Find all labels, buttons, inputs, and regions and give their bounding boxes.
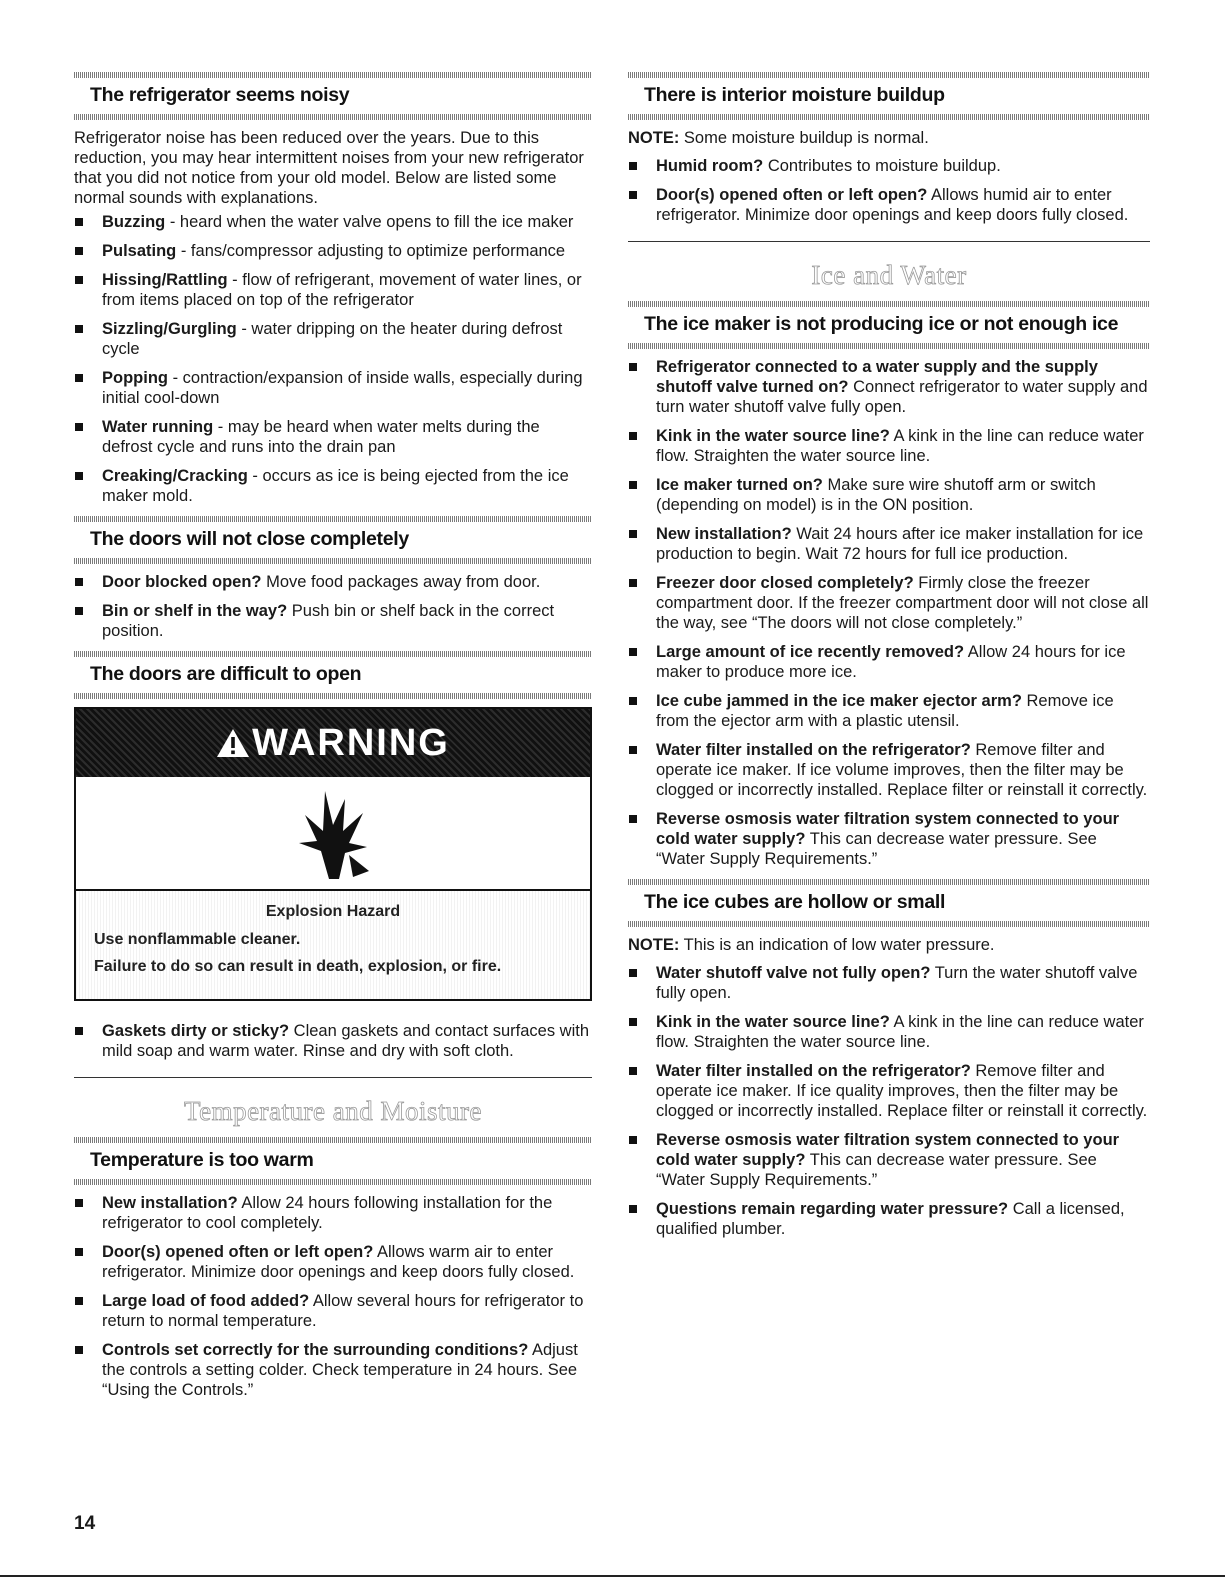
list-item: Creaking/Cracking - occurs as ice is being ejected from the ice maker mold. [74,466,592,506]
list-item: Door(s) opened often or left open? Allows humid air to enter refrigerator. Minimize door openings and keep doors fully closed. [628,185,1150,225]
section-header-moisture [628,72,1150,120]
section-header-ice-maker [628,301,1150,349]
section-title: The ice cubes are hollow or small [644,891,946,913]
list-item: Freezer door closed completely? Firmly close the freezer compartment door. If the freezer compartment door will not close all the way, see “The doors will not close completely.” [628,573,1150,633]
page-number: 14 [74,1513,96,1534]
list-item: Kink in the water source line? A kink in the line can reduce water flow. Straighten the water source line. [628,1012,1150,1052]
section-title: The ice maker is not producing ice or not enough ice [644,313,1119,335]
warning-box [74,707,592,1001]
section-title: There is interior moisture buildup [644,84,945,106]
list-item: Door(s) opened often or left open? Allows warm air to enter refrigerator. Minimize door openings and keep doors fully closed. [74,1242,592,1282]
ice-maker-list [628,357,1150,869]
section-title: Temperature is too warm [90,1149,314,1171]
doors-open-list [74,1021,592,1061]
warning-banner [76,709,590,777]
list-item: Controls set correctly for the surrounding conditions? Adjust the controls a setting colder. Check temperature in 24 hours. See “Using the Controls.” [74,1340,592,1400]
list-item: Pulsating - fans/compressor adjusting to optimize performance [74,241,592,261]
list-item: Gaskets dirty or sticky? Clean gaskets and contact surfaces with mild soap and warm water. Rinse and dry with soft cloth. [74,1021,592,1061]
section-title: The doors will not close completely [90,528,409,550]
warning-triangle-icon [216,728,250,758]
list-item: Refrigerator connected to a water supply and the supply shutoff valve turned on? Connect refrigerator to water supply and turn water shutoff valve fully open. [628,357,1150,417]
list-item: Sizzling/Gurgling - water dripping on the heater during defrost cycle [74,319,592,359]
noisy-list [74,212,592,506]
section-header-doors-close [74,516,592,564]
list-item: Door blocked open? Move food packages away from door. [74,572,592,592]
section-header-hollow [628,879,1150,927]
category-title: Temperature and Moisture [183,1096,482,1126]
list-item: Hissing/Rattling - flow of refrigerant, movement of water lines, or from items placed on top of the refrigerator [74,270,592,310]
list-item: Water running - may be heard when water melts during the defrost cycle and runs into the drain pan [74,417,592,457]
section-header-too-warm [74,1137,592,1185]
bottom-rule [0,1575,1225,1577]
list-item: Humid room? Contributes to moisture buildup. [628,156,1150,176]
category-header-temperature [74,1077,592,1127]
moisture-list [628,156,1150,225]
list-item: Ice maker turned on? Make sure wire shutoff arm or switch (depending on model) is in the ON position. [628,475,1150,515]
doors-close-list [74,572,592,641]
section-header-doors-open [74,651,592,699]
list-item: Buzzing - heard when the water valve opens to fill the ice maker [74,212,592,232]
list-item: New installation? Wait 24 hours after ice maker installation for ice production to begin. Wait 72 hours for full ice production. [628,524,1150,564]
section-title: The refrigerator seems noisy [90,84,350,106]
right-column [628,72,1150,1249]
list-item: New installation? Allow 24 hours following installation for the refrigerator to cool completely. [74,1193,592,1233]
category-title: Ice and Water [811,260,967,290]
list-item: Large amount of ice recently removed? Allow 24 hours for ice maker to produce more ice. [628,642,1150,682]
left-column [74,72,592,1410]
list-item: Bin or shelf in the way? Push bin or shelf back in the correct position. [74,601,592,641]
section-title: The doors are difficult to open [90,663,362,685]
noisy-intro: Refrigerator noise has been reduced over the years. Due to this reduction, you may hear intermittent noises from your new refrigerator that you did not notice from your old model. Below are listed some normal sounds with explanations. [74,129,584,207]
warning-line-1: Use nonflammable cleaner. [94,931,301,948]
list-item: Reverse osmosis water filtration system connected to your cold water supply? This can decrease water pressure. See “Water Supply Requirements.” [628,1130,1150,1190]
explosion-icon [293,785,373,881]
hazard-label: Explosion Hazard [265,903,401,920]
list-item: Ice cube jammed in the ice maker ejector arm? Remove ice from the ejector arm with a plastic utensil. [628,691,1150,731]
list-item: Popping - contraction/expansion of inside walls, especially during initial cool-down [74,368,592,408]
moisture-note: NOTE: Some moisture buildup is normal. [628,129,929,147]
warning-title: WARNING [252,721,450,764]
section-header-noisy [74,72,592,120]
list-item: Reverse osmosis water filtration system connected to your cold water supply? This can decrease water pressure. See “Water Supply Requirements.” [628,809,1150,869]
list-item: Questions remain regarding water pressure? Call a licensed, qualified plumber. [628,1199,1150,1239]
warning-line-2: Failure to do so can result in death, explosion, or fire. [94,958,502,975]
category-header-ice-water [628,241,1150,291]
hollow-list [628,963,1150,1239]
list-item: Water filter installed on the refrigerator? Remove filter and operate ice maker. If ice volume improves, then the filter may be clogged or incorrectly installed. Replace filter or reinstall it correctly. [628,740,1150,800]
list-item: Water filter installed on the refrigerator? Remove filter and operate ice maker. If ice quality improves, then the filter may be clogged or incorrectly installed. Replace filter or reinstall it correctly. [628,1061,1150,1121]
list-item: Kink in the water source line? A kink in the line can reduce water flow. Straighten the water source line. [628,426,1150,466]
too-warm-list [74,1193,592,1400]
list-item: Water shutoff valve not fully open? Turn the water shutoff valve fully open. [628,963,1150,1003]
list-item: Large load of food added? Allow several hours for refrigerator to return to normal temperature. [74,1291,592,1331]
hollow-note: NOTE: This is an indication of low water pressure. [628,936,995,954]
